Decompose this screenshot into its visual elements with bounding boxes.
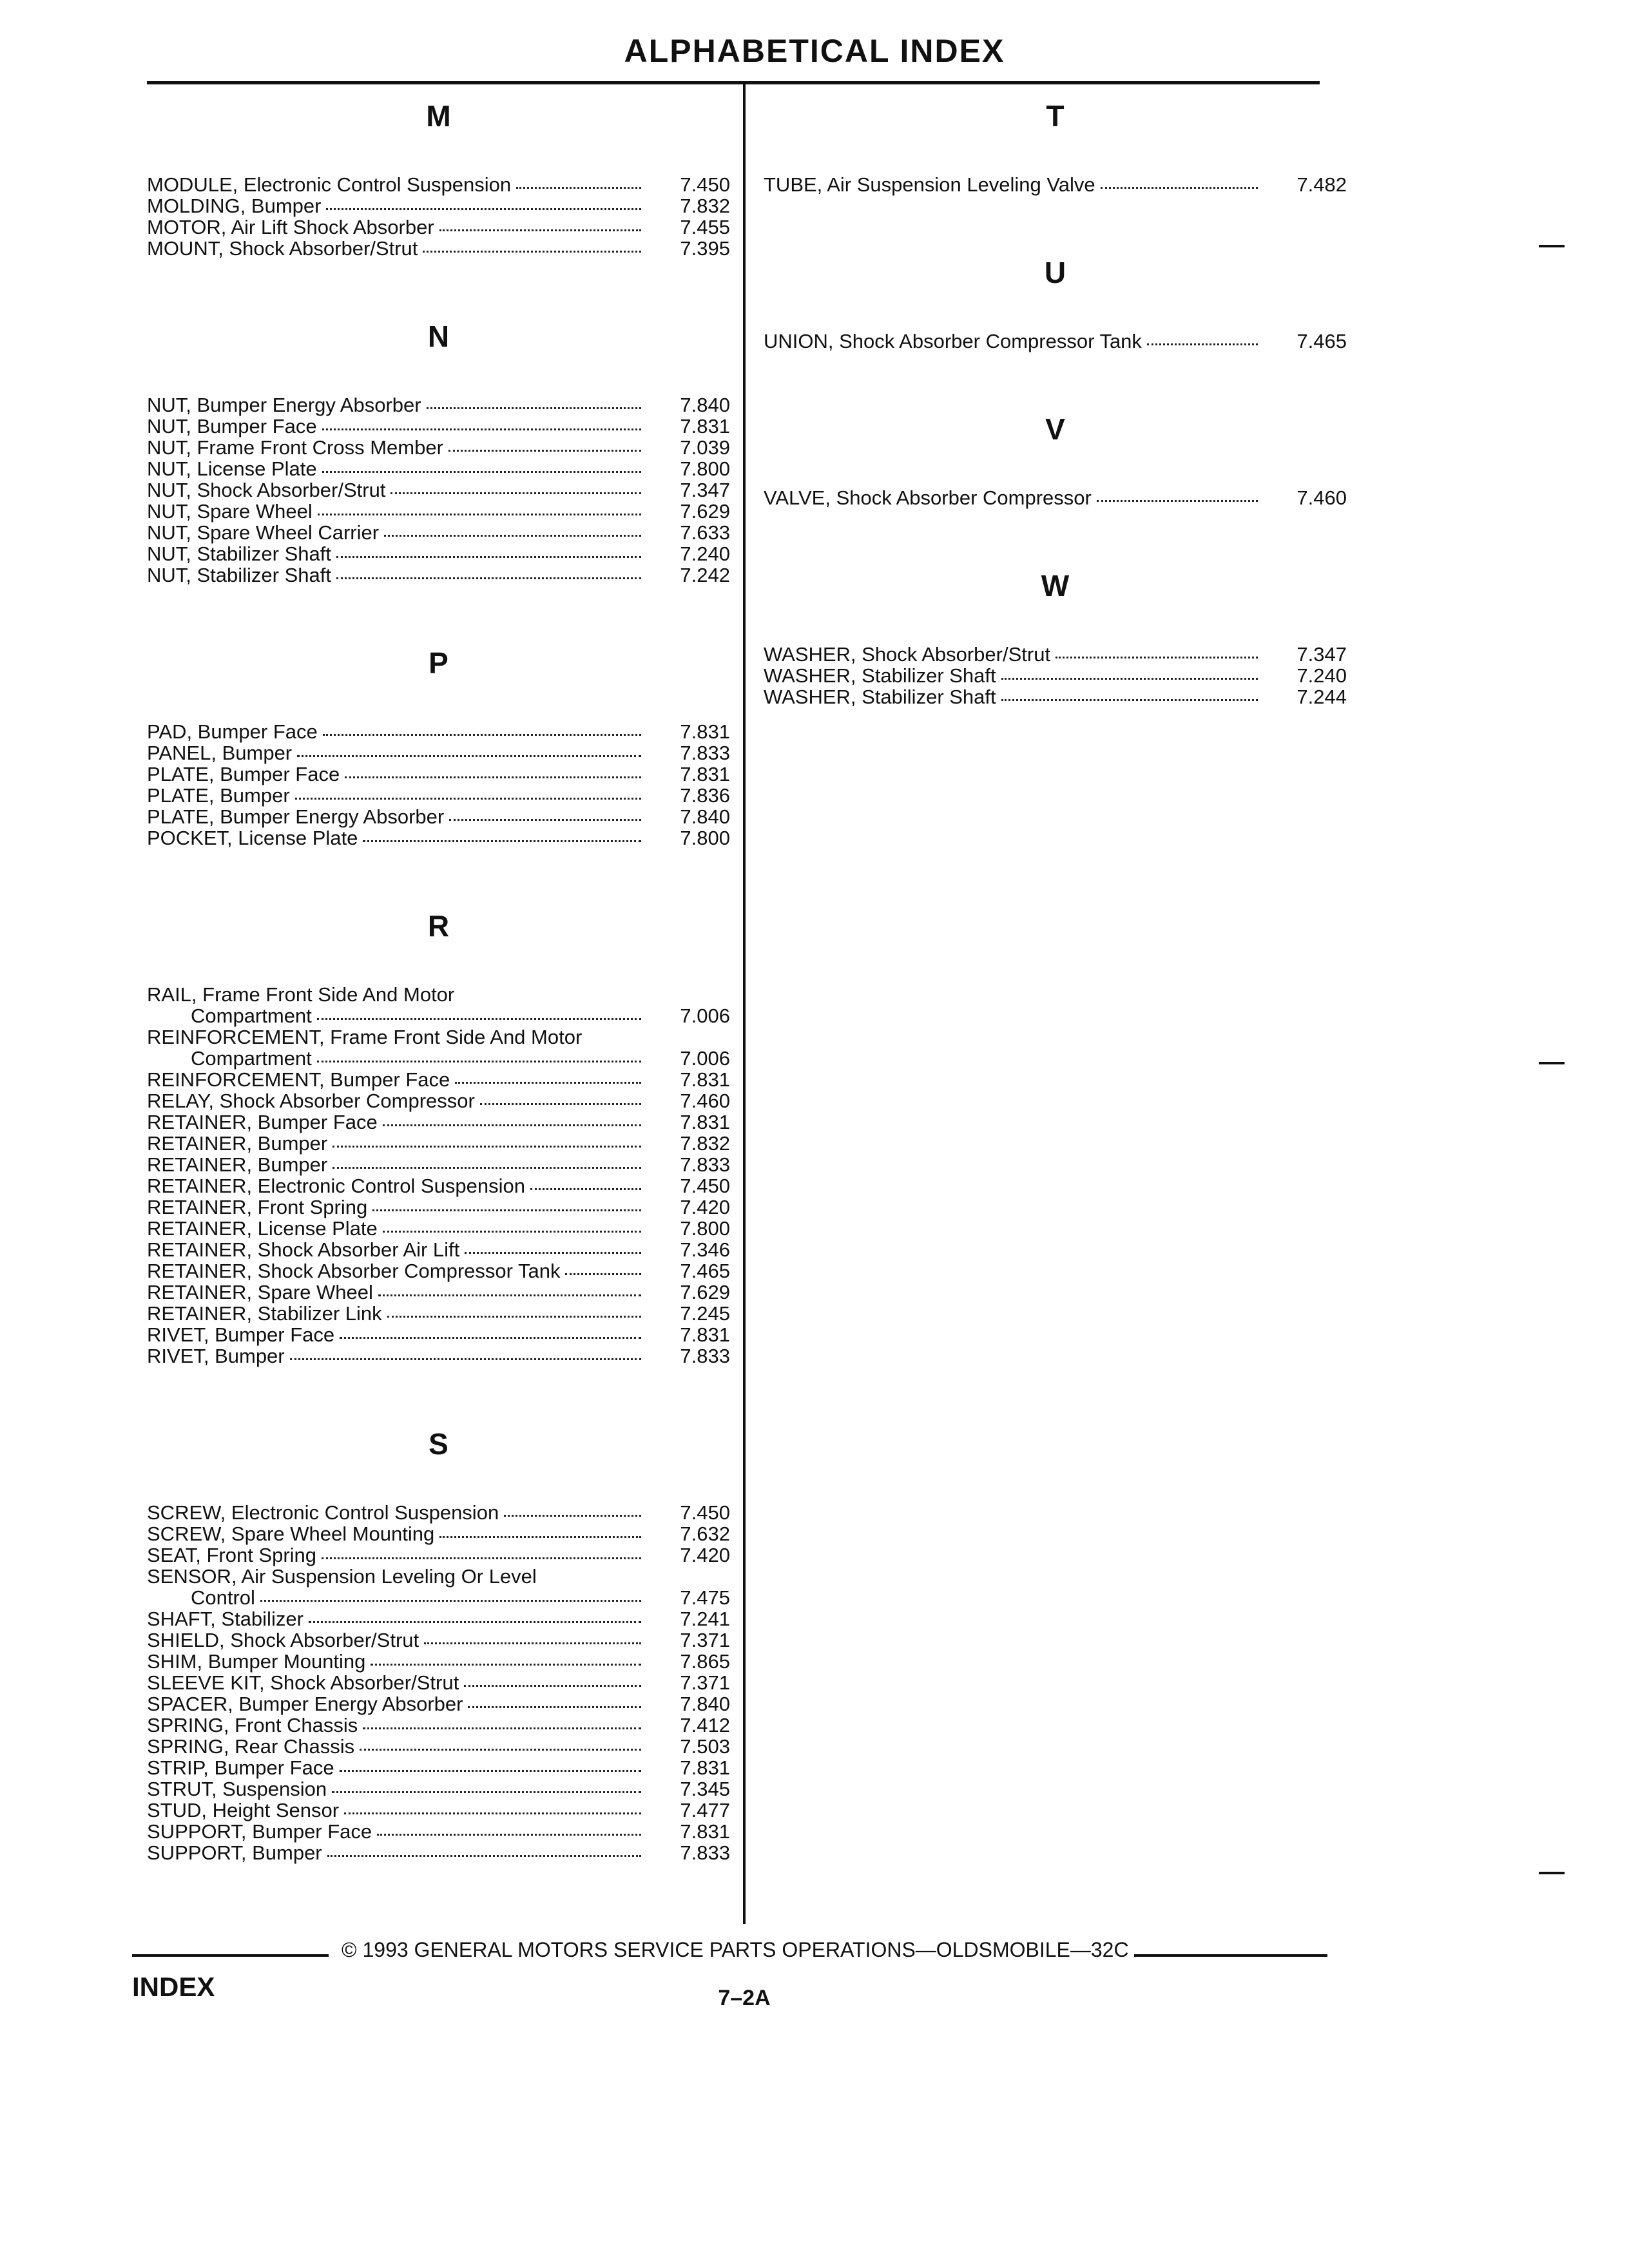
index-entry [147,1303,730,1324]
entry-page-number: 7.832 [680,1132,730,1155]
letter-spacer [764,135,1347,174]
entry-name: SENSOR, Air Suspension Leveling Or Level [147,1565,537,1588]
column-divider [743,81,746,1924]
dot-leader [340,1337,641,1339]
index-entry [147,1544,730,1566]
entry-name: REINFORCEMENT, Bumper Face [147,1068,450,1091]
dot-leader [464,1685,641,1687]
entry-page-number: 7.347 [680,479,730,501]
entry-name: NUT, Spare Wheel [147,500,313,523]
section-gap [764,195,1347,253]
entry-page-number: 7.460 [680,1090,730,1112]
entry-name: RETAINER, Shock Absorber Compressor Tank [147,1260,561,1282]
entry-name: RIVET, Bumper [147,1345,285,1367]
entry-page-number: 7.800 [680,827,730,849]
dot-leader [504,1515,641,1517]
dot-leader [565,1273,641,1275]
section-gap [764,508,1347,566]
entry-page-number: 7.831 [680,763,730,785]
section-gap [147,849,730,907]
dot-leader [363,840,641,842]
entry-name: RETAINER, Front Spring [147,1196,368,1218]
entry-name: NUT, Stabilizer Shaft [147,543,331,565]
entry-name: SHIELD, Shock Absorber/Strut [147,1629,419,1651]
section-letter: R [427,909,450,943]
entry-page-number: 7.831 [680,415,730,437]
index-entry [147,1778,730,1800]
letter-spacer [147,356,730,394]
index-entry-list [147,984,730,1367]
dot-leader [333,1146,641,1148]
entry-page-number: 7.465 [680,1260,730,1282]
letter-spacer [147,945,730,984]
dot-leader [424,1642,641,1644]
entry-name: PAD, Bumper Face [147,720,318,743]
index-entry [147,1282,730,1303]
entry-page-number: 7.345 [680,1778,730,1800]
entry-page-number: 7.475 [680,1586,730,1609]
entry-name: NUT, Bumper Energy Absorber [147,394,421,416]
entry-name: WASHER, Stabilizer Shaft [764,664,996,687]
entry-name: POCKET, License Plate [147,827,358,849]
entry-name: WASHER, Shock Absorber/Strut [764,643,1051,666]
letter-spacer [764,292,1347,331]
index-entry [147,394,730,416]
footer-page-number: 7–2A [718,1986,771,2010]
footer-rule-left [132,1954,329,1957]
section-letter: N [427,320,450,353]
entry-page-number: 7.241 [680,1608,730,1630]
entry-name: RETAINER, Spare Wheel [147,1281,373,1303]
entry-name: RETAINER, Stabilizer Link [147,1302,382,1325]
left-column [147,97,730,1863]
entry-page-number: 7.633 [680,521,730,544]
dot-leader [297,755,641,757]
index-entry [147,764,730,785]
entry-name: RETAINER, Bumper [147,1132,328,1155]
entry-name: NUT, License Plate [147,457,317,480]
entry-name: REINFORCEMENT, Frame Front Side And Motor [147,1026,583,1048]
entry-name: NUT, Frame Front Cross Member [147,436,443,459]
index-entry [147,458,730,479]
dot-leader [290,1358,641,1360]
index-entry [147,1502,730,1523]
index-entry [764,487,1347,508]
dot-leader [345,776,641,778]
dot-leader [530,1188,641,1190]
dot-leader [317,1061,641,1062]
entry-page-number: 7.465 [1296,330,1347,352]
index-entry [147,1154,730,1175]
entry-page-number: 7.840 [680,394,730,416]
index-entry [147,1345,730,1367]
dot-leader [322,1557,641,1559]
entry-page-number: 7.240 [680,543,730,565]
dot-leader [363,1727,641,1729]
entry-page-number: 7.865 [680,1650,730,1673]
dot-leader [323,734,641,736]
letter-spacer [147,135,730,174]
entry-name: MODULE, Electronic Control Suspension [147,173,512,196]
index-entry-list [764,174,1347,195]
dot-leader [439,1536,641,1538]
entry-page-number: 7.450 [680,1175,730,1197]
entry-page-number: 7.831 [680,1323,730,1346]
dot-leader [333,1167,641,1169]
entry-name: STRIP, Bumper Face [147,1756,334,1779]
entry-page-number: 7.006 [680,1047,730,1070]
index-entry [147,501,730,522]
entry-name: RELAY, Shock Absorber Compressor [147,1090,475,1112]
index-entry [147,721,730,742]
entry-page-number: 7.833 [680,1841,730,1864]
letter-spacer [147,1463,730,1502]
index-entry-list [147,721,730,849]
entry-name: NUT, Shock Absorber/Strut [147,479,386,501]
index-entry [147,564,730,586]
entry-name: Compartment [191,1004,312,1027]
letter-spacer [764,605,1347,644]
dot-leader [465,1252,641,1254]
entry-page-number: 7.832 [680,195,730,217]
section-letter: S [429,1427,448,1461]
entry-name: VALVE, Shock Absorber Compressor [764,486,1092,509]
index-entry-list [764,487,1347,508]
entry-page-number: 7.244 [1296,686,1347,708]
entry-name: SEAT, Front Spring [147,1544,317,1566]
dot-leader [322,428,641,430]
index-entry [147,1523,730,1544]
entry-page-number: 7.833 [680,1345,730,1367]
dot-leader [383,1124,641,1126]
entry-page-number: 7.831 [680,1756,730,1779]
index-entry [147,1608,730,1629]
index-entry [147,1005,730,1026]
section-letter: M [426,99,451,133]
index-entry [147,1239,730,1260]
entry-page-number: 7.477 [680,1799,730,1821]
section-gap [764,352,1347,410]
entry-name: RAIL, Frame Front Side And Motor [147,983,455,1006]
index-entry [147,1175,730,1196]
entry-page-number: 7.371 [680,1629,730,1651]
dot-leader [516,187,641,189]
dot-leader [372,1209,641,1211]
index-entry [147,806,730,827]
entry-page-number: 7.420 [680,1544,730,1566]
dot-leader [344,1812,641,1814]
index-entry [147,1026,730,1048]
index-entry [147,984,730,1005]
entry-page-number: 7.242 [680,564,730,586]
dot-leader [1101,187,1258,189]
entry-page-number: 7.840 [680,805,730,828]
entry-page-number: 7.450 [680,173,730,196]
entry-page-number: 7.629 [680,500,730,523]
dot-leader [326,208,641,210]
entry-page-number: 7.039 [680,436,730,459]
entry-name: SPRING, Rear Chassis [147,1735,355,1758]
entry-page-number: 7.460 [1296,486,1347,509]
index-entry [147,1693,730,1715]
entry-page-number: 7.503 [680,1735,730,1758]
footer-rule-right [1134,1954,1327,1957]
dot-leader [332,1791,641,1793]
entry-name: STRUT, Suspension [147,1778,327,1800]
index-entry [147,479,730,501]
section-gap [147,259,730,317]
index-entry [147,195,730,216]
entry-name: SUPPORT, Bumper [147,1841,322,1864]
section-gap [147,1367,730,1425]
dot-leader [295,798,641,800]
entry-name: SCREW, Electronic Control Suspension [147,1501,499,1524]
entry-page-number: 7.395 [680,237,730,260]
entry-name: RETAINER, Bumper Face [147,1111,378,1133]
index-entry [147,1672,730,1693]
dot-leader [449,819,641,821]
index-entry [147,1757,730,1778]
entry-page-number: 7.482 [1296,173,1347,196]
entry-name: RETAINER, Shock Absorber Air Lift [147,1238,460,1261]
footer-section-label: INDEX [132,1972,215,2002]
entry-name: NUT, Spare Wheel Carrier [147,521,380,544]
entry-page-number: 7.371 [680,1671,730,1694]
index-entry [147,174,730,195]
dot-leader [378,1294,641,1296]
index-entry [147,1651,730,1672]
index-entry-list [147,394,730,586]
dot-leader [317,1018,641,1020]
index-entry [147,437,730,458]
dot-leader [336,556,641,558]
dot-leader [455,1082,641,1084]
index-entry-list [147,1502,730,1863]
entry-page-number: 7.833 [680,1153,730,1176]
dot-leader [1001,699,1258,701]
entry-name: Control [191,1586,255,1609]
margin-tick [1539,1872,1565,1874]
entry-name: RIVET, Bumper Face [147,1323,335,1346]
section-gap [147,586,730,644]
entry-name: PLATE, Bumper [147,784,290,807]
index-entry [147,1048,730,1069]
entry-name: NUT, Stabilizer Shaft [147,564,331,586]
dot-leader [327,1855,641,1857]
entry-name: WASHER, Stabilizer Shaft [764,686,996,708]
dot-leader [439,229,641,231]
entry-page-number: 7.455 [680,216,730,238]
entry-name: RETAINER, Bumper [147,1153,328,1176]
dot-leader [1147,343,1258,345]
entry-page-number: 7.245 [680,1302,730,1325]
index-entry [147,1842,730,1863]
dot-leader [1055,657,1258,658]
dot-leader [423,251,641,253]
entry-page-number: 7.831 [680,1068,730,1091]
entry-name: SPRING, Front Chassis [147,1714,358,1736]
index-entry [147,238,730,259]
letter-spacer [147,682,730,721]
index-entry [147,1629,730,1651]
margin-tick [1539,245,1565,247]
index-entry [147,1090,730,1111]
entry-page-number: 7.836 [680,784,730,807]
index-entry [764,665,1347,686]
entry-page-number: 7.006 [680,1004,730,1027]
index-entry [764,331,1347,352]
entry-page-number: 7.800 [680,457,730,480]
dot-leader [260,1600,641,1602]
index-entry [147,1196,730,1218]
section-letter: V [1045,412,1065,446]
entry-name: SHAFT, Stabilizer [147,1608,304,1630]
index-entry [147,827,730,849]
dot-leader [318,514,641,515]
dot-leader [377,1834,641,1836]
index-entry [147,216,730,238]
entry-page-number: 7.240 [1296,664,1347,687]
entry-name: Compartment [191,1047,312,1070]
index-entry [764,686,1347,707]
dot-leader [480,1103,641,1105]
index-entry [147,1736,730,1757]
entry-page-number: 7.346 [680,1238,730,1261]
index-entry [147,1324,730,1345]
entry-name: NUT, Bumper Face [147,415,317,437]
entry-name: SPACER, Bumper Energy Absorber [147,1693,463,1715]
page-title: ALPHABETICAL INDEX [624,33,1005,69]
entry-page-number: 7.450 [680,1501,730,1524]
entry-name: MOLDING, Bumper [147,195,322,217]
dot-leader [322,471,641,473]
entry-name: SUPPORT, Bumper Face [147,1820,372,1843]
section-letter: W [1041,569,1070,602]
index-entry [147,1587,730,1608]
entry-name: PANEL, Bumper [147,742,293,764]
footer-copyright: © 1993 GENERAL MOTORS SERVICE PARTS OPERATIONS—OLDSMOBILE—32C [342,1938,1129,1961]
index-entry [147,1260,730,1282]
dot-leader [336,577,641,579]
dot-leader [384,535,641,537]
entry-page-number: 7.833 [680,742,730,764]
index-entry [147,785,730,806]
dot-leader [309,1621,641,1623]
entry-page-number: 7.632 [680,1523,730,1545]
dot-leader [390,492,641,494]
entry-name: MOTOR, Air Lift Shock Absorber [147,216,434,238]
section-letter: P [429,646,448,680]
entry-page-number: 7.420 [680,1196,730,1218]
dot-leader [383,1231,641,1233]
dot-leader [387,1316,641,1318]
index-entry [147,742,730,764]
index-entry [147,522,730,543]
entry-name: SCREW, Spare Wheel Mounting [147,1523,435,1545]
dot-leader [1097,500,1258,502]
index-entry [147,1715,730,1736]
section-letter: U [1044,256,1066,289]
margin-tick [1539,1062,1565,1064]
index-entry [147,1566,730,1587]
letter-spacer [764,448,1347,487]
entry-page-number: 7.831 [680,1111,730,1133]
entry-name: PLATE, Bumper Face [147,763,340,785]
index-entry-list [764,331,1347,352]
index-entry [764,174,1347,195]
entry-page-number: 7.831 [680,1820,730,1843]
index-entry-list [764,644,1347,707]
right-column [764,97,1347,707]
entry-name: RETAINER, License Plate [147,1217,378,1240]
index-entry [147,416,730,437]
dot-leader [371,1664,641,1666]
entry-page-number: 7.347 [1296,643,1347,666]
index-entry [147,1069,730,1090]
entry-page-number: 7.629 [680,1281,730,1303]
dot-leader [360,1749,641,1751]
entry-name: TUBE, Air Suspension Leveling Valve [764,173,1095,196]
index-entry [147,1821,730,1842]
index-entry [147,543,730,564]
entry-name: SHIM, Bumper Mounting [147,1650,366,1673]
title-rule [147,81,1320,84]
index-entry [147,1800,730,1821]
section-letter: T [1046,99,1065,133]
entry-page-number: 7.840 [680,1693,730,1715]
entry-page-number: 7.831 [680,720,730,743]
entry-name: SLEEVE KIT, Shock Absorber/Strut [147,1671,459,1694]
dot-leader [1001,678,1258,680]
index-entry [147,1133,730,1154]
index-entry-list [147,174,730,259]
entry-page-number: 7.800 [680,1217,730,1240]
entry-name: RETAINER, Electronic Control Suspension [147,1175,525,1197]
dot-leader [427,407,641,409]
entry-name: MOUNT, Shock Absorber/Strut [147,237,418,260]
entry-name: STUD, Height Sensor [147,1799,340,1821]
entry-name: PLATE, Bumper Energy Absorber [147,805,445,828]
index-entry [764,644,1347,665]
index-entry [147,1111,730,1133]
index-entry [147,1218,730,1239]
dot-leader [340,1770,641,1772]
dot-leader [468,1706,641,1708]
dot-leader [448,450,641,452]
entry-name: UNION, Shock Absorber Compressor Tank [764,330,1142,352]
entry-page-number: 7.412 [680,1714,730,1736]
